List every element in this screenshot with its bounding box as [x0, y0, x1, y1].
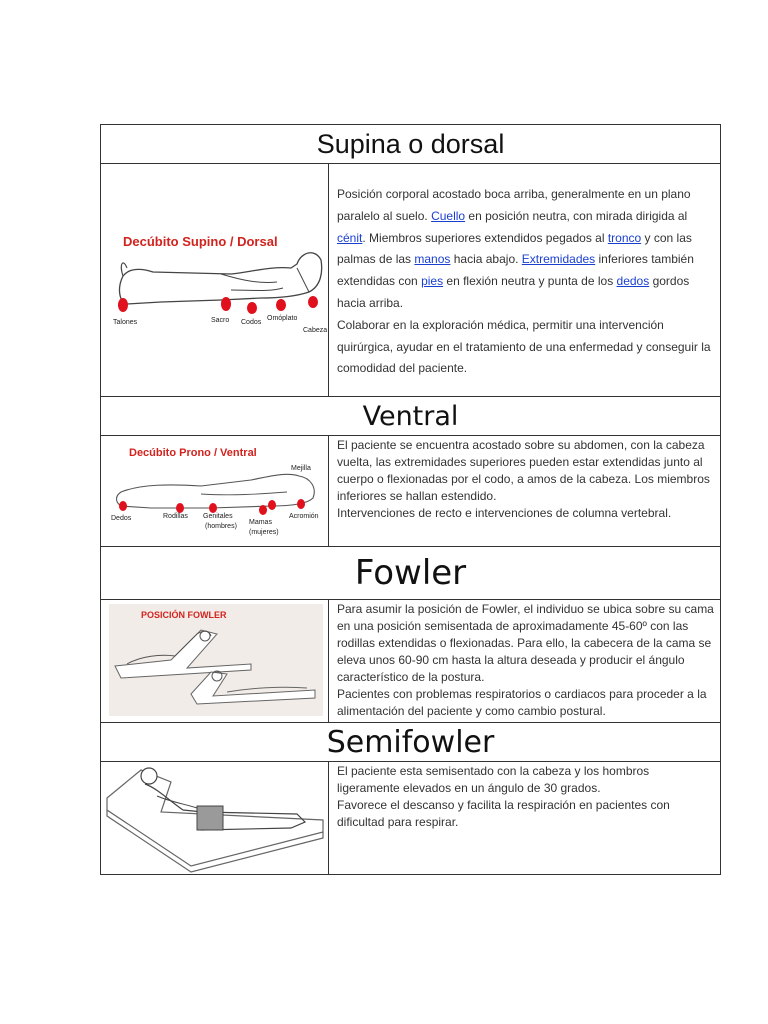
- point-sacro: Sacro: [211, 317, 230, 324]
- ventral-description: [329, 436, 721, 547]
- semifowler-paragraph-2: Favorece el descanso y facilita la respiración en pacientes con dificultad para respirar.: [337, 798, 670, 829]
- fowler-label: POSICIÓN FOWLER: [141, 610, 227, 620]
- point-rodillas: Rodillas: [163, 513, 188, 520]
- link-pies[interactable]: pies: [421, 274, 444, 289]
- point-genitales-note: (hombres): [205, 523, 237, 530]
- supina-paragraph-1: Posición corporal acostado boca arriba, generalmente en un plano paralelo al suelo. Cuello en posición neutra, con mirada dirigida al cénit. Miembros superiores extendidos pegados al tronco y con las palmas de las manos hacia abajo. Extremidades inferiores también extendidas con pies en flexión neutra y punta de los dedos gordos hacia arriba.: [337, 187, 694, 310]
- link-tronco[interactable]: tronco: [607, 230, 642, 245]
- point-genitales: Genitales: [203, 513, 233, 520]
- title-fowler: Fowler: [101, 547, 721, 600]
- point-omoplato: Omóplato: [267, 315, 298, 322]
- point-mamas: Mamas: [249, 519, 272, 526]
- point-cabeza: Cabeza: [303, 327, 328, 334]
- supina-paragraph-2: Colaborar en la exploración médica, permitir una intervención quirúrgica, ayudar en el tratamiento de una enfermedad y conseguir la comodidad del paciente.: [337, 317, 711, 376]
- link-dedos[interactable]: dedos: [616, 274, 650, 289]
- point-acromion: Acromión: [289, 513, 319, 520]
- title-supina: Supina o dorsal: [101, 125, 721, 164]
- link-cenit[interactable]: cénit: [337, 230, 363, 245]
- point-codos: Codos: [241, 319, 262, 326]
- point-mejilla: Mejilla: [291, 465, 311, 472]
- fowler-description: [329, 600, 721, 723]
- title-ventral: Ventral: [101, 397, 721, 436]
- link-cuello[interactable]: Cuello: [431, 208, 466, 223]
- prone-label: Decúbito Prono / Ventral: [129, 447, 257, 459]
- supine-illustration: [101, 164, 329, 397]
- fowler-illustration: [101, 600, 329, 723]
- prone-illustration: [101, 436, 329, 547]
- point-dedos: Dedos: [111, 515, 132, 522]
- point-mamas-note: (mujeres): [249, 529, 279, 536]
- semifowler-description: [329, 762, 721, 875]
- ventral-paragraph-2: Intervenciones de recto e intervenciones de columna vertebral.: [337, 506, 672, 520]
- semifowler-illustration: [101, 762, 329, 875]
- supine-label: Decúbito Supino / Dorsal: [123, 234, 278, 249]
- fowler-paragraph-2: Pacientes con problemas respiratorios o cardiacos para proceder a la alimentación del paciente y como cambio postural.: [337, 687, 707, 718]
- semifowler-paragraph-1: El paciente esta semisentado con la cabeza y los hombros ligeramente elevados en un ángulo de 30 grados.: [337, 764, 650, 795]
- link-extremidades[interactable]: Extremidades: [521, 252, 596, 267]
- ventral-paragraph-1: El paciente se encuentra acostado sobre su abdomen, con la cabeza vuelta, las extremidades superiores pueden estar extendidas junto al cuerpo o flexionadas por el codo, a amos de la cabeza. Los miembros inferiores se hallan estendido.: [337, 438, 710, 503]
- title-semifowler: Semifowler: [101, 723, 721, 762]
- fowler-paragraph-1: Para asumir la posición de Fowler, el individuo se ubica sobre su cama en una posición semisentada de aproximadamente 45-60º con las rodillas extendidas o flexionadas. Para ello, la cabecera de la cama se eleva unos 60-90 cm hasta la altura deseada y producir el ángulo característico de la postura.: [337, 602, 714, 684]
- point-talones: Talones: [113, 319, 138, 326]
- supina-description: [329, 164, 721, 397]
- link-manos[interactable]: manos: [414, 252, 451, 267]
- positions-table: [100, 124, 721, 875]
